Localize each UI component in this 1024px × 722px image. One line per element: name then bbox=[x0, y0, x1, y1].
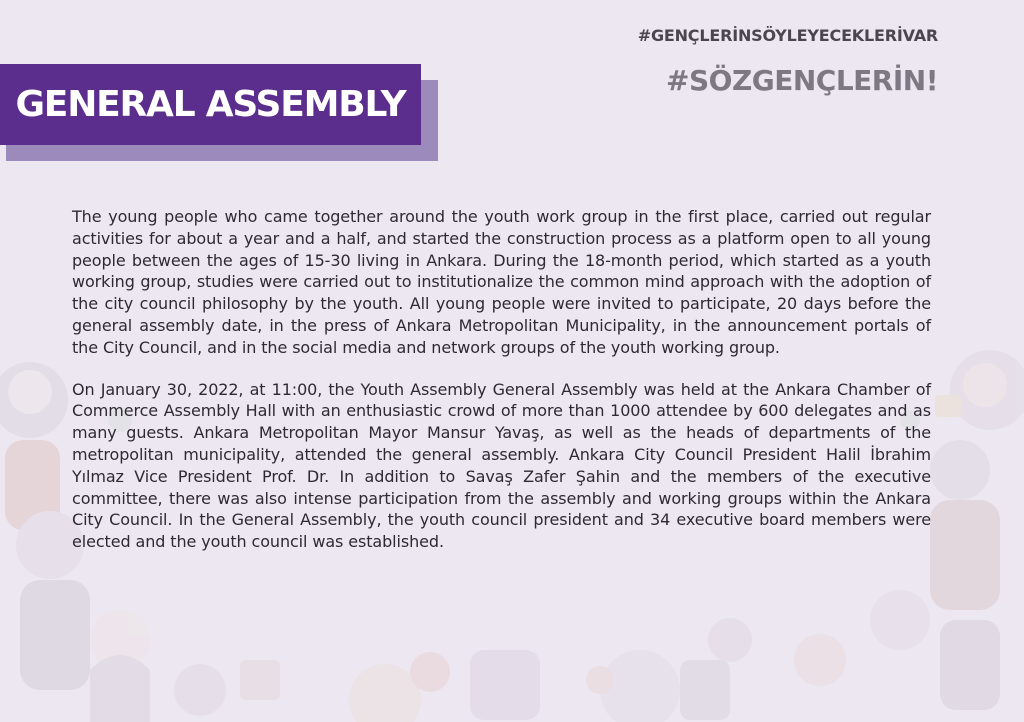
paragraph-general-assembly: On January 30, 2022, at 11:00, the Youth Assembly General Assembly was held at the Ankara Chamber of Commerce Assembly Hall with an enthusiastic crowd of more than 1000 attendee by 600 delegates and as many guests. Ankara Metropolitan Mayor Mansur Yavaş, as well as the heads of departments of the metropolitan municipality, attended the general assembly. Ankara City Council President Halil İbrahim Yılmaz Vice President Prof. Dr. In addition to Savaş Zafer Şahin and the members of the executive committee, there was also intense participation from the assembly and working groups within the Ankara City Council. In the General Assembly, the youth council president and 34 executive board members were elected and the youth council was established. bbox=[72, 379, 931, 552]
page-title: GENERAL ASSEMBLY bbox=[15, 84, 406, 125]
body-text bbox=[72, 206, 931, 573]
paragraph-intro: The young people who came together around the youth work group in the first place, carried out regular activities for about a year and a half, and started the construction process as a platform open to all young people between the ages of 15-30 living in Ankara. During the 18-month period, which started as a youth working group, studies were carried out to institutionalize the common mind approach with the adoption of the city council philosophy by the youth. All young people were invited to participate, 20 days before the general assembly date, in the press of Ankara Metropolitan Municipality, in the announcement portals of the City Council, and in the social media and network groups of the youth working group. bbox=[72, 207, 931, 357]
hashtag-youth-speak: #SÖZGENÇLERİN! bbox=[666, 64, 938, 97]
title-banner bbox=[0, 64, 421, 145]
hashtag-youth-have-things-to-say: #GENÇLERİNSÖYLEYECEKLERİVAR bbox=[637, 26, 938, 45]
